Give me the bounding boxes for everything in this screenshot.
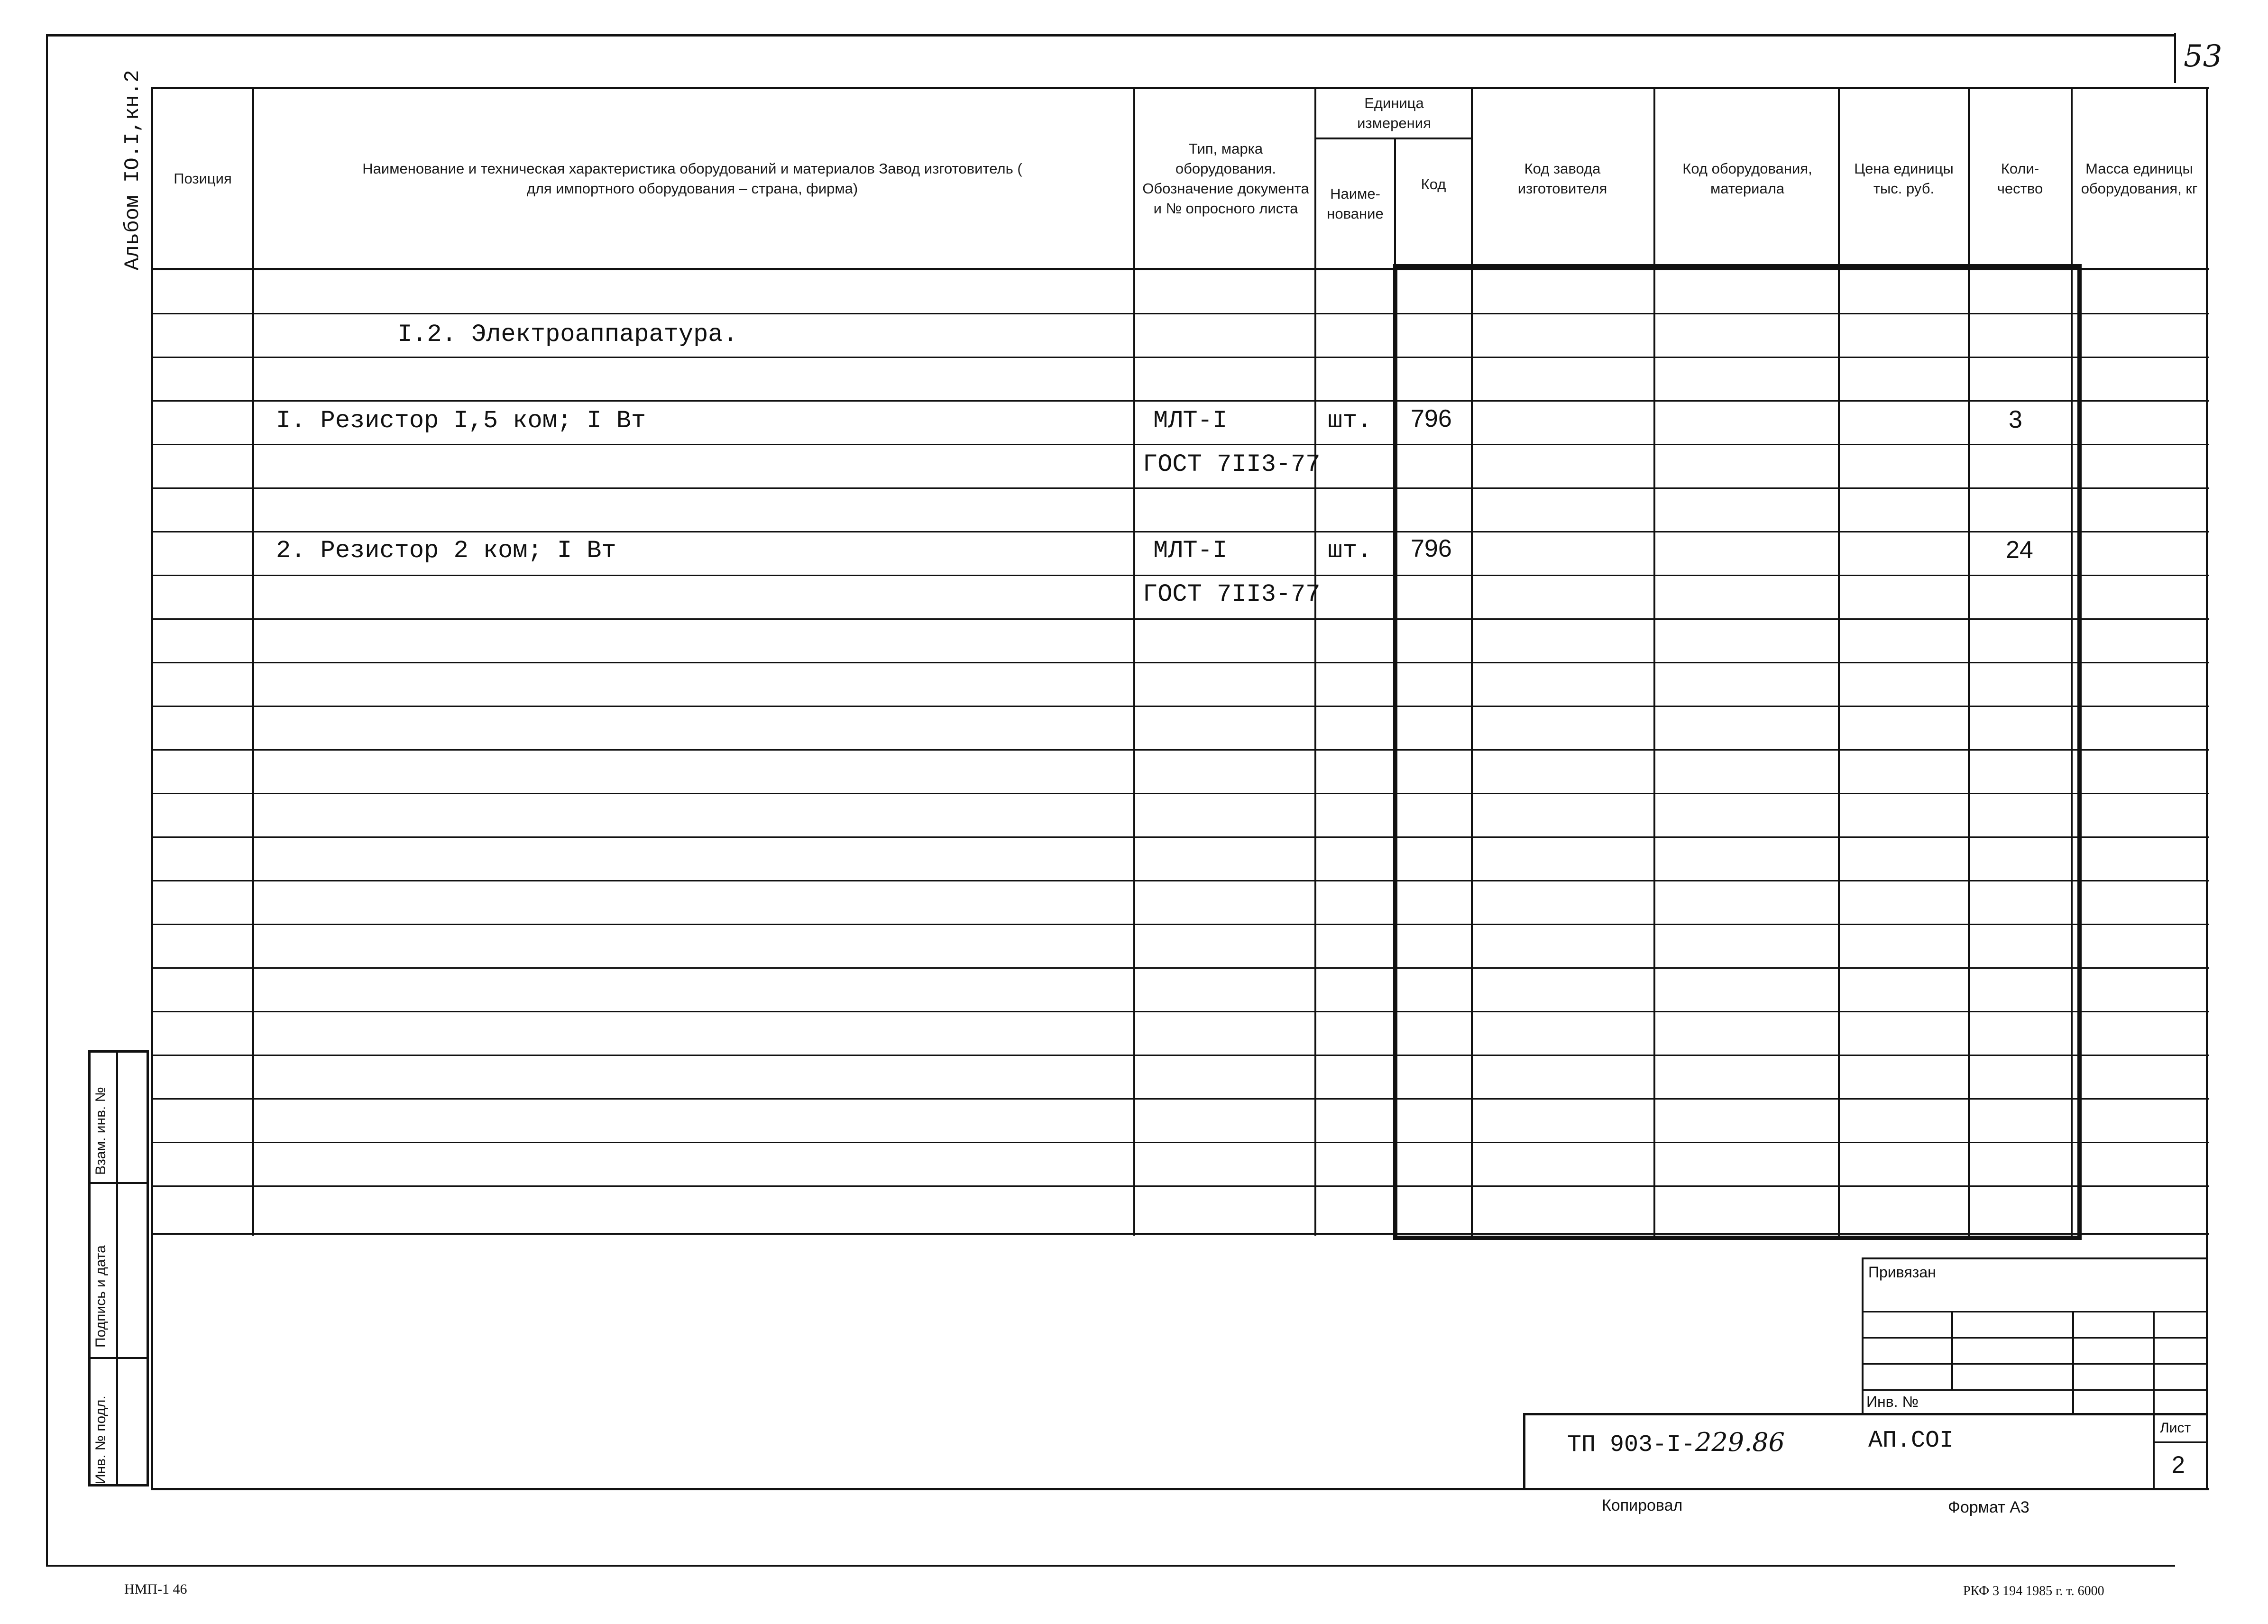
header-position: Позиция	[174, 170, 232, 187]
album-label: Альбом IO.I,кн.2	[121, 70, 145, 270]
header-quantity: Коли- чество	[1997, 160, 2043, 197]
row-line	[151, 967, 2209, 969]
title-block-vline	[2153, 1311, 2155, 1490]
left-code: НМП-1 46	[124, 1581, 187, 1597]
doc-code-handwritten: 229.86	[1695, 1427, 1785, 1457]
row-line	[151, 793, 2209, 794]
item-2-doc: ГОСТ 7II3-77	[1143, 580, 1321, 608]
doc-code	[1567, 1427, 1785, 1459]
table-bottom-border	[151, 1488, 2209, 1490]
item-1-name: I. Резистор I,5 ком; I Вт	[276, 407, 646, 435]
frame-bottom-line	[46, 1565, 2175, 1567]
header-name: Наименование и техническая характеристика оборудований и материалов Завод изготовитель ( для импортного оборудования – страна, фирма)	[362, 160, 1022, 197]
item-2-type: МЛТ-I	[1153, 537, 1228, 565]
row-line	[151, 313, 2209, 314]
header-type: Тип, марка оборудования. Обозначение документа и № опросного листа	[1142, 140, 1309, 217]
header-unit-name: Наиме- нование	[1327, 185, 1384, 222]
row-line	[151, 749, 2209, 751]
header-unit-group: Единица измерения	[1357, 95, 1431, 131]
doc-box-top	[1523, 1413, 2208, 1415]
item-2-unit: шт.	[1328, 537, 1372, 565]
table-left-border	[151, 87, 153, 1490]
item-2-qty: 24	[2006, 536, 2033, 564]
row-line	[151, 836, 2209, 838]
doc-code-printed: ТП 903-I-	[1567, 1431, 1696, 1459]
item-2-code: 796	[1411, 535, 1452, 562]
header-mass: Масса единицы оборудования, кг	[2081, 160, 2198, 197]
title-block-line	[1862, 1257, 2206, 1259]
sheet-value: 2	[2172, 1451, 2185, 1478]
title-block-vline	[2072, 1311, 2074, 1415]
header-equipment-code: Код оборудования, материала	[1682, 160, 1812, 197]
side-stamp-divider	[116, 1050, 118, 1486]
doc-box-left	[1523, 1413, 1525, 1490]
doc-mark: АП.СОI	[1868, 1427, 1954, 1454]
col-line-1	[252, 87, 254, 1236]
side-stamp-inv: Инв. № подл.	[93, 1395, 109, 1484]
section-title: I.2. Электроаппаратура.	[397, 321, 738, 349]
row-line	[151, 444, 2209, 445]
row-line	[151, 575, 2209, 576]
frame-left-line	[46, 34, 48, 1566]
item-1-qty: 3	[2009, 406, 2022, 433]
inv-no-label: Инв. №	[1866, 1393, 1919, 1410]
row-line	[151, 1142, 2209, 1143]
row-line	[151, 357, 2209, 358]
row-line	[151, 706, 2209, 707]
format-label: Формат А3	[1948, 1498, 2029, 1516]
sheet-box-divider	[2153, 1441, 2208, 1443]
side-stamp-row-1	[88, 1182, 149, 1184]
row-line	[151, 924, 2209, 925]
row-line	[151, 531, 2209, 532]
side-stamp-podpis: Подпись и дата	[93, 1245, 109, 1348]
copied-label: Копировал	[1602, 1496, 1683, 1514]
row-line	[151, 1098, 2209, 1100]
row-line	[151, 400, 2209, 402]
row-line	[151, 618, 2209, 620]
privyazan-label: Привязан	[1868, 1264, 1936, 1281]
side-stamp-row-2	[88, 1357, 149, 1359]
item-1-type: МЛТ-I	[1153, 407, 1228, 435]
right-code: РКФ 3 194 1985 г. т. 6000	[1963, 1584, 2104, 1598]
row-line	[151, 880, 2209, 881]
col-line-2	[1133, 87, 1135, 1236]
page-number: 53	[2184, 39, 2222, 74]
header-price: Цена единицы тыс. руб.	[1854, 160, 1954, 197]
row-line	[151, 487, 2209, 489]
row-line	[151, 1011, 2209, 1012]
sheet-label: Лист	[2160, 1420, 2191, 1436]
item-1-unit: шт.	[1328, 407, 1372, 435]
row-line	[151, 1233, 2209, 1235]
code-region-frame	[1393, 264, 2082, 1240]
table-right-border	[2206, 87, 2208, 1490]
side-stamp-vzam: Взам. инв. №	[93, 1087, 109, 1175]
title-block-vline	[1951, 1311, 1953, 1389]
item-2-name: 2. Резистор 2 ком; I Вт	[276, 537, 616, 565]
header-factory-code: Код завода изготовителя	[1517, 160, 1607, 197]
row-line	[151, 662, 2209, 663]
page-number-box-left	[2174, 33, 2176, 83]
row-line	[151, 1055, 2209, 1056]
item-1-code: 796	[1411, 405, 1452, 432]
item-1-doc: ГОСТ 7II3-77	[1143, 450, 1321, 478]
header-unit-code: Код	[1421, 176, 1446, 193]
frame-top-line	[46, 34, 2175, 37]
row-line	[151, 1185, 2209, 1187]
